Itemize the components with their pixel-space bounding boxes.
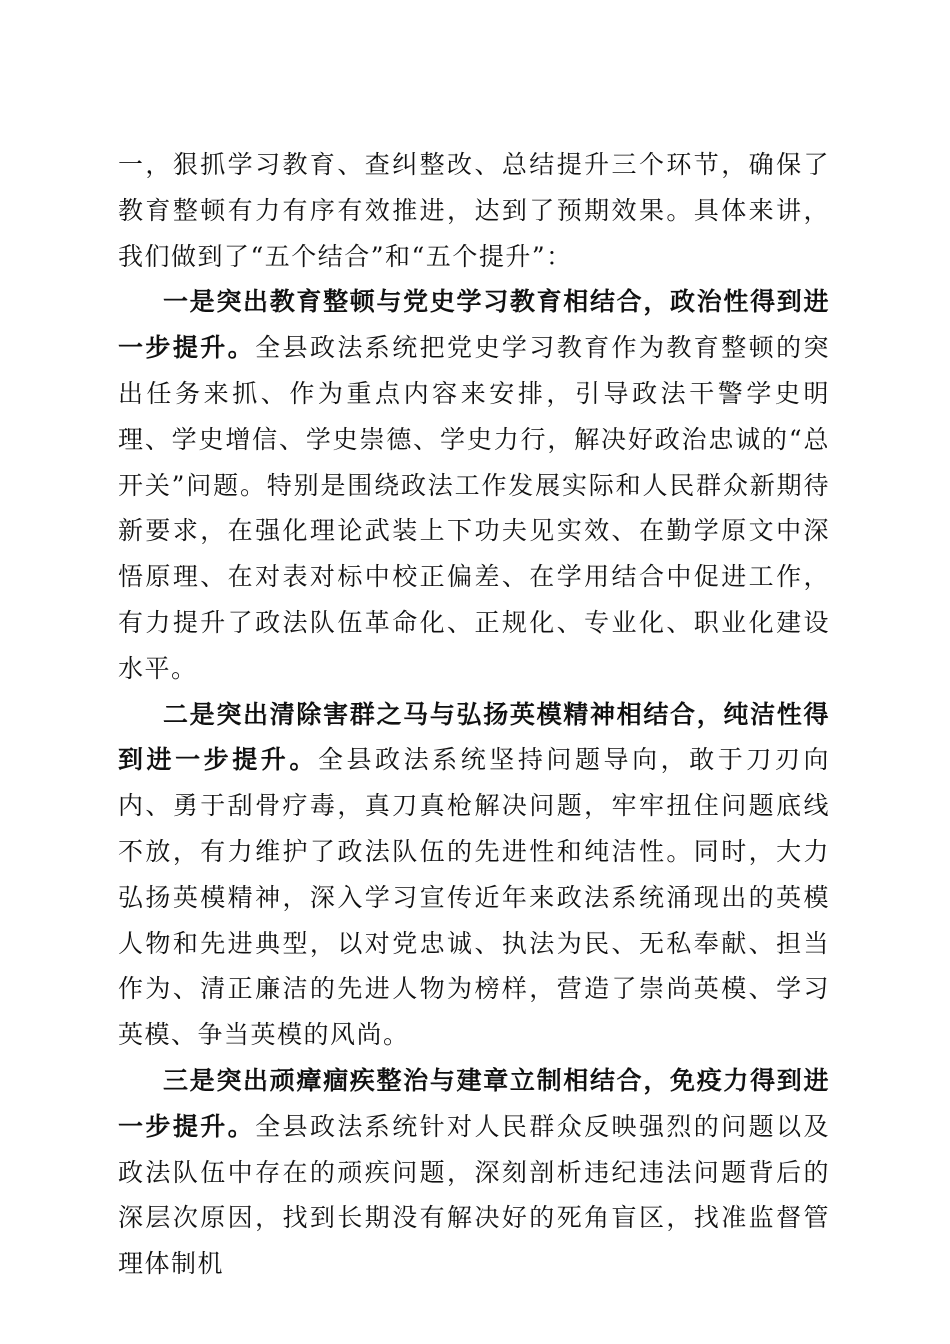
paragraph-point-three (118, 1058, 830, 1287)
paragraph-point-one-lead: 一是突出教育整顿与党史学习教育相结合，政治性得到进一步提升。 (118, 287, 830, 363)
document-body (118, 142, 830, 1287)
paragraph-point-two-text: 全县政法系统坚持问题导向，敢于刀刃向内、勇于刮骨疗毒，真刀真枪解决问题，牢牢扭住问题底线不放，有力维护了政法队伍的先进性和纯洁性。同时，大力弘扬英模精神，深入学习宣传近年来政法系统涌现出的英模人物和先进典型，以对党忠诚、执法为民、无私奉献、担当作为、清正廉洁的先进人物为榜样，营造了崇尚英模、学习英模、争当英模的风尚。 (118, 745, 830, 1050)
paragraph-intro (118, 142, 830, 279)
paragraph-point-three-lead: 三是突出顽瘴痼疾整治与建章立制相结合，免疫力得到进一步提升。 (118, 1065, 830, 1141)
paragraph-point-one (118, 279, 830, 691)
paragraph-point-two (118, 692, 830, 1058)
paragraph-intro-text: 一，狠抓学习教育、查纠整改、总结提升三个环节，确保了教育整顿有力有序有效推进，达到了预期效果。具体来讲，我们做到了“五个结合”和“五个提升”： (118, 150, 830, 271)
paragraph-point-one-text: 全县政法系统把党史学习教育作为教育整顿的突出任务来抓、作为重点内容来安排，引导政法干警学史明理、学史增信、学史崇德、学史力行，解决好政治忠诚的“总开关”问题。特别是围绕政法工作发展实际和人民群众新期待新要求，在强化理论武装上下功夫见实效、在勤学原文中深悟原理、在对表对标中校正偏差、在学用结合中促进工作，有力提升了政法队伍革命化、正规化、专业化、职业化建设水平。 (118, 333, 830, 683)
paragraph-point-three-text: 全县政法系统针对人民群众反映强烈的问题以及政法队伍中存在的顽疾问题，深刻剖析违纪违法问题背后的深层次原因，找到长期没有解决好的死角盲区，找准监督管理体制机 (118, 1111, 830, 1279)
paragraph-point-two-lead: 二是突出清除害群之马与弘扬英模精神相结合，纯洁性得到进一步提升。 (118, 699, 830, 775)
